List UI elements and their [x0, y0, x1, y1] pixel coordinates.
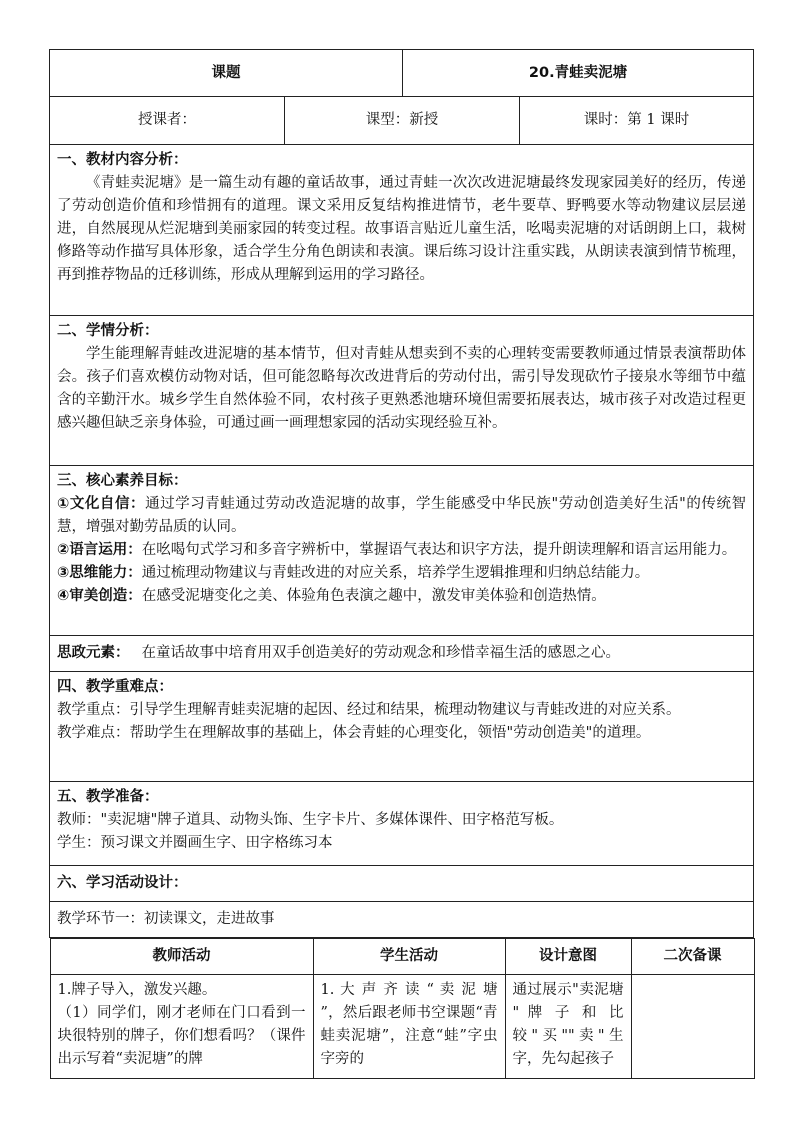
goal-item [57, 585, 746, 608]
goal-label: ②语言运用： [57, 542, 142, 558]
ideology-text: 在童话故事中培育用双手创造美好的劳动观念和珍惜幸福生活的感恩之心。 [141, 645, 620, 661]
col-header-student: 学生活动 [313, 939, 505, 975]
student-activity: 1. 大 声 齐 读 “ 卖 泥 塘 ”，然后跟老师书空课题“青蛙卖泥塘”，注意“蛙”字虫字旁的 [313, 975, 505, 1079]
teacher-activity: 1.牌子导入，激发兴趣。 （1）同学们，刚才老师在门口看到一块很特别的牌子，你们想看吗？（课件出示写着“卖泥塘”的牌 [50, 975, 313, 1079]
lesson-type-cell: 课型：新授 [285, 97, 520, 145]
topic-value: 20.青蛙卖泥塘 [403, 50, 754, 97]
goal-text: 在吆喝句式学习和多音字辨析中，掌握语气表达和识字方法，提升朗读理解和语言运用能力。 [141, 542, 737, 558]
period-cell: 课时：第 1 课时 [520, 97, 754, 145]
activity-grid [50, 938, 755, 1079]
section-body: 学生能理解青蛙改进泥塘的基本情节，但对青蛙从想卖到不卖的心理转变需要教师通过情景表演帮助体会。孩子们喜欢模仿动物对话，但可能忽略每次改进背后的劳动付出，需引导发现砍竹子接泉水等细节中蕴含的辛勤汗水。城乡学生自然体验不同，农村孩子更熟悉池塘环境但需要拓展表达，城市孩子对改造过程更感兴趣但缺乏亲身体验，可通过画一画理想家园的活动实现经验互补。 [57, 346, 746, 431]
section-title: 三、核心素养目标： [57, 473, 188, 489]
section-material-analysis [50, 145, 754, 316]
section-key-points [50, 672, 754, 782]
teacher-preparation: 教师："卖泥塘"牌子道具、动物头饰、生字卡片、多媒体课件、田字格范写板。 [57, 812, 564, 828]
goal-text: 通过学习青蛙通过劳动改造泥塘的故事，学生能感受中华民族"劳动创造美好生活"的传统智慧，增强对勤劳品质的认同。 [57, 496, 746, 535]
goal-text: 通过梳理动物建议与青蛙改进的对应关系，培养学生逻辑推理和归纳总结能力。 [141, 565, 650, 581]
section-preparation [50, 782, 754, 866]
goal-item [57, 539, 746, 562]
section-core-goals [50, 466, 754, 636]
secondary-notes [631, 975, 754, 1079]
col-header-teacher: 教师活动 [50, 939, 313, 975]
goal-item [57, 493, 746, 539]
teaching-step: 教学环节一：初读课文，走进故事 [50, 902, 754, 938]
goal-label: ④审美创造： [57, 588, 142, 604]
section-title: 四、教学重难点： [57, 679, 173, 695]
section-ideology [50, 636, 754, 672]
activity-grid-wrapper [50, 938, 754, 1080]
student-preparation: 学生：预习课文并圈画生字、田字格练习本 [57, 835, 333, 851]
lesson-plan-table [49, 49, 754, 1079]
topic-label: 课题 [50, 50, 403, 97]
section-body: 《青蛙卖泥塘》是一篇生动有趣的童话故事，通过青蛙一次次改进泥塘最终发现家园美好的经历，传递了劳动创造价值和珍惜拥有的道理。课文采用反复结构推进情节，老牛要草、野鸭要水等动物建议层层递进，自然展现从烂泥塘到美丽家园的转变过程。故事语言贴近儿童生活，吆喝卖泥塘的对话朗朗上口，栽树修路等动作描写具体形象，适合学生分角色朗读和表演。课后练习设计注重实践，从朗读表演到情节梳理，再到推荐物品的迁移训练，形成从理解到运用的学习路径。 [57, 175, 746, 283]
col-header-notes: 二次备课 [631, 939, 754, 975]
difficulty-point: 教学难点：帮助学生在理解故事的基础上，体会青蛙的心理变化，领悟"劳动创造美"的道理。 [57, 725, 651, 741]
goal-label: ①文化自信： [57, 496, 146, 512]
section-title: 一、教材内容分析： [57, 152, 188, 168]
section-title: 二、学情分析： [57, 323, 159, 339]
col-header-intent: 设计意图 [505, 939, 631, 975]
section-title: 五、教学准备： [57, 789, 159, 805]
goal-text: 在感受泥塘变化之美、体验角色表演之趣中，激发审美体验和创造热情。 [141, 588, 606, 604]
design-intent: 通过展示"卖泥塘 " 牌 子 和 比较"买""卖"生字，先勾起孩子 [505, 975, 631, 1079]
lesson-plan-page [49, 49, 753, 1079]
section-activity-title: 六、学习活动设计： [50, 866, 754, 902]
goal-item [57, 562, 746, 585]
ideology-label: 思政元素： [57, 645, 130, 661]
goal-label: ③思维能力： [57, 565, 142, 581]
section-learner-analysis [50, 316, 754, 466]
teacher-cell: 授课者： [50, 97, 285, 145]
key-point: 教学重点：引导学生理解青蛙卖泥塘的起因、经过和结果，梳理动物建议与青蛙改进的对应关系。 [57, 702, 681, 718]
